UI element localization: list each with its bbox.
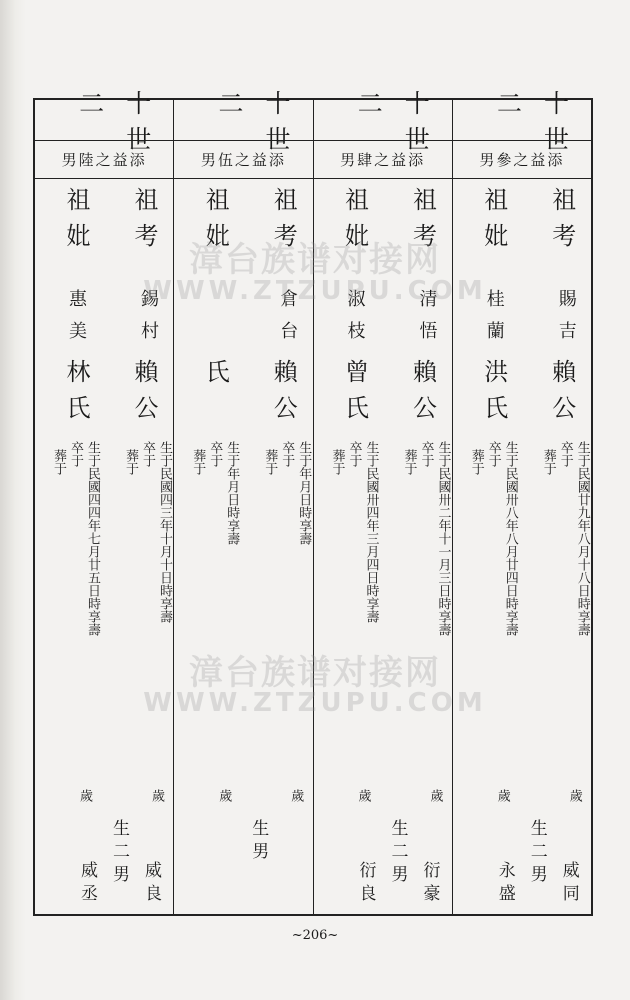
generation-header: 二十世 <box>314 100 452 141</box>
wife-birth-record: 生于民國四四年七月廿五日時享壽 <box>85 441 100 636</box>
column-body <box>35 179 173 913</box>
lineage-header: 添益之陸男 <box>35 141 173 179</box>
generation-column <box>173 89 313 914</box>
sons-count: 生二男 <box>526 819 547 888</box>
grandmother-label: 祖妣 <box>62 187 90 259</box>
column-body <box>174 179 312 913</box>
watermark-text-lower: 漳台族谱对接网 <box>189 653 441 693</box>
husband-given-name: 賜吉 <box>555 289 577 353</box>
wife-death-record: 卒于 <box>68 441 83 467</box>
husband-birth-record: 生于民國四三年十月十日時享壽 <box>157 441 172 623</box>
wife-burial-record: 葬于 <box>329 449 345 475</box>
lineage-header: 添益之參男 <box>453 141 591 179</box>
age-unit-wife: 歲 <box>77 789 92 802</box>
son-1-name: 衍豪 <box>419 861 440 907</box>
husband-death-record: 卒于 <box>140 441 155 467</box>
wife-surname: 洪氏 <box>479 359 508 431</box>
age-unit-wife: 歲 <box>494 789 510 802</box>
lineage-header: 添益之肆男 <box>314 141 452 179</box>
grandfather-label: 祖考 <box>547 187 576 259</box>
wife-burial-record: 葬于 <box>51 449 66 475</box>
husband-birth-record: 生于年月日時享壽 <box>296 441 312 545</box>
wife-surname: 氏 <box>201 359 230 395</box>
age-unit-husband: 歲 <box>427 789 443 802</box>
watermark-url: WWW.ZTZUPU.COM <box>143 276 487 306</box>
son-2-name: 威丞 <box>77 861 97 907</box>
generation-column <box>313 89 452 914</box>
son-1-name: 威良 <box>141 861 161 907</box>
husband-birth-record: 生于民國卅二年十一月三日時享壽 <box>435 441 451 636</box>
husband-burial-record: 葬于 <box>401 449 417 475</box>
generation-header: 二十世 <box>174 100 312 141</box>
page-number: ~206~ <box>291 928 339 943</box>
husband-burial-record: 葬于 <box>123 449 138 475</box>
husband-surname: 賴公 <box>547 359 576 431</box>
generation-column <box>35 89 174 914</box>
wife-burial-record: 葬于 <box>468 449 484 475</box>
husband-birth-record: 生于民國廿九年八月十八日時享壽 <box>574 441 590 636</box>
wife-burial-record: 葬于 <box>190 449 206 475</box>
son-2-name: 永盛 <box>494 861 515 907</box>
wife-surname: 林氏 <box>62 359 90 431</box>
age-unit-wife: 歲 <box>355 789 371 802</box>
generation-column <box>452 89 591 914</box>
genealogy-table <box>33 89 593 916</box>
age-unit-husband: 歲 <box>288 789 304 802</box>
wife-death-record: 卒于 <box>207 441 223 467</box>
son-2-name: 衍良 <box>355 861 376 907</box>
generation-header: 二十世 <box>35 100 173 141</box>
generation-header: 二十世 <box>453 100 591 141</box>
wife-birth-record: 生于民國卅八年八月廿四日時享壽 <box>502 441 518 636</box>
age-unit-husband: 歲 <box>566 789 582 802</box>
lineage-header: 添益之伍男 <box>174 141 312 179</box>
sons-count: 生二男 <box>387 819 408 888</box>
grandmother-label: 祖妣 <box>340 187 369 259</box>
sons-count: 生二男 <box>109 819 129 888</box>
husband-given-name: 錫村 <box>138 289 159 353</box>
wife-death-record: 卒于 <box>346 441 362 467</box>
grandfather-label: 祖考 <box>408 187 437 259</box>
grandmother-label: 祖妣 <box>201 187 230 259</box>
husband-given-name: 清悟 <box>416 289 438 353</box>
watermark-text: 漳台族谱对接网 <box>189 240 441 280</box>
husband-death-record: 卒于 <box>557 441 573 467</box>
wife-given-name: 惠美 <box>66 289 87 353</box>
wife-given-name: 桂蘭 <box>483 289 505 353</box>
husband-surname: 賴公 <box>130 359 158 431</box>
book-spine-shadow <box>0 0 26 1000</box>
column-body <box>453 179 591 913</box>
wife-birth-record: 生于年月日時享壽 <box>224 441 240 545</box>
husband-given-name: 倉台 <box>277 289 299 353</box>
wife-surname: 曾氏 <box>340 359 369 431</box>
grandfather-label: 祖考 <box>130 187 158 259</box>
wife-birth-record: 生于民國卅四年三月四日時享壽 <box>363 441 379 623</box>
sons-count: 生男 <box>248 819 269 865</box>
column-body <box>314 179 452 913</box>
wife-given-name: 淑枝 <box>344 289 366 353</box>
husband-death-record: 卒于 <box>279 441 295 467</box>
age-unit-husband: 歲 <box>149 789 164 802</box>
husband-death-record: 卒于 <box>418 441 434 467</box>
wife-death-record: 卒于 <box>485 441 501 467</box>
age-unit-wife: 歲 <box>216 789 232 802</box>
husband-burial-record: 葬于 <box>262 449 278 475</box>
grandfather-label: 祖考 <box>269 187 298 259</box>
son-1-name: 威同 <box>558 861 579 907</box>
watermark-url-lower: WWW.ZTZUPU.COM <box>143 688 487 718</box>
husband-surname: 賴公 <box>408 359 437 431</box>
grandmother-label: 祖妣 <box>479 187 508 259</box>
husband-burial-record: 葬于 <box>540 449 556 475</box>
husband-surname: 賴公 <box>269 359 298 431</box>
